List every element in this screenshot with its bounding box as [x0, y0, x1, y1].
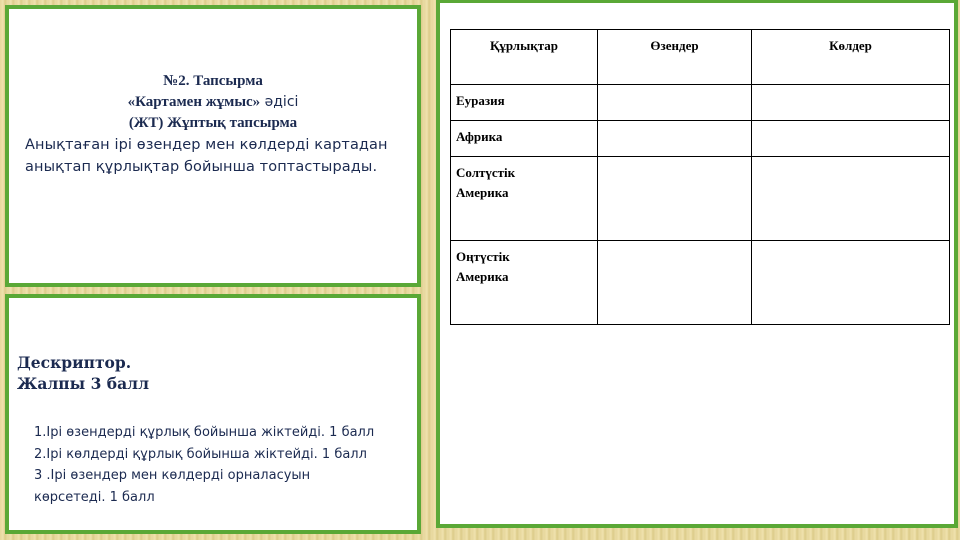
table-row	[451, 157, 950, 241]
table-row	[451, 121, 950, 157]
descriptor-title: Дескриптор.	[17, 353, 132, 372]
descriptor-item: 2.Ірі көлдерді құрлық бойынша жіктейді. 1 балл	[34, 446, 367, 462]
lakes-cell[interactable]	[752, 241, 950, 325]
continent-line: Оңтүстік	[456, 249, 510, 264]
descriptor-item: 1.Ірі өзендерді құрлық бойынша жіктейді. 1 балл	[34, 425, 375, 440]
header-rivers: Өзендер	[598, 30, 752, 85]
task-panel	[5, 5, 421, 287]
task-instruction-line-1: Анықтаған ірі өзендер мен көлдерді картадан	[25, 137, 388, 153]
method-name: «Картамен жұмыс»	[127, 94, 261, 110]
table-row	[451, 85, 950, 121]
continent-cell	[451, 241, 598, 325]
rivers-cell[interactable]	[598, 85, 752, 121]
descriptor-list	[34, 422, 374, 508]
pair-work-title: (ЖТ) Жұптық тапсырма	[128, 115, 298, 131]
total-score: Жалпы 3 балл	[17, 374, 150, 393]
lakes-cell[interactable]	[752, 157, 950, 241]
rivers-cell[interactable]	[598, 241, 752, 325]
descriptor-heading	[17, 352, 149, 394]
descriptor-item: 3 .Ірі өзендер мен көлдерді орналасуын	[34, 468, 311, 483]
continent-line: Солтүстік	[456, 165, 516, 180]
continent-cell: Еуразия	[451, 85, 598, 121]
descriptor-item: көрсетеді. 1 балл	[34, 489, 155, 505]
table-header-row	[451, 30, 950, 85]
continent-line: Америка	[456, 269, 509, 284]
header-lakes: Көлдер	[752, 30, 950, 85]
method-suffix: әдісі	[260, 94, 299, 110]
descriptor-panel	[5, 294, 421, 534]
rivers-cell[interactable]	[598, 157, 752, 241]
table-row	[451, 241, 950, 325]
continents-table	[450, 29, 950, 325]
lakes-cell[interactable]	[752, 85, 950, 121]
method-title	[9, 92, 417, 113]
continent-line: Америка	[456, 185, 509, 200]
task-number-title: №2. Тапсырма	[163, 73, 263, 89]
task-block	[9, 71, 417, 178]
header-continents: Құрлықтар	[451, 30, 598, 85]
table-panel	[436, 0, 958, 528]
rivers-cell[interactable]	[598, 121, 752, 157]
lakes-cell[interactable]	[752, 121, 950, 157]
continent-cell: Африка	[451, 121, 598, 157]
continent-cell	[451, 157, 598, 241]
task-instruction-line-2: анықтап құрлықтар бойынша топтастырады.	[25, 159, 378, 175]
